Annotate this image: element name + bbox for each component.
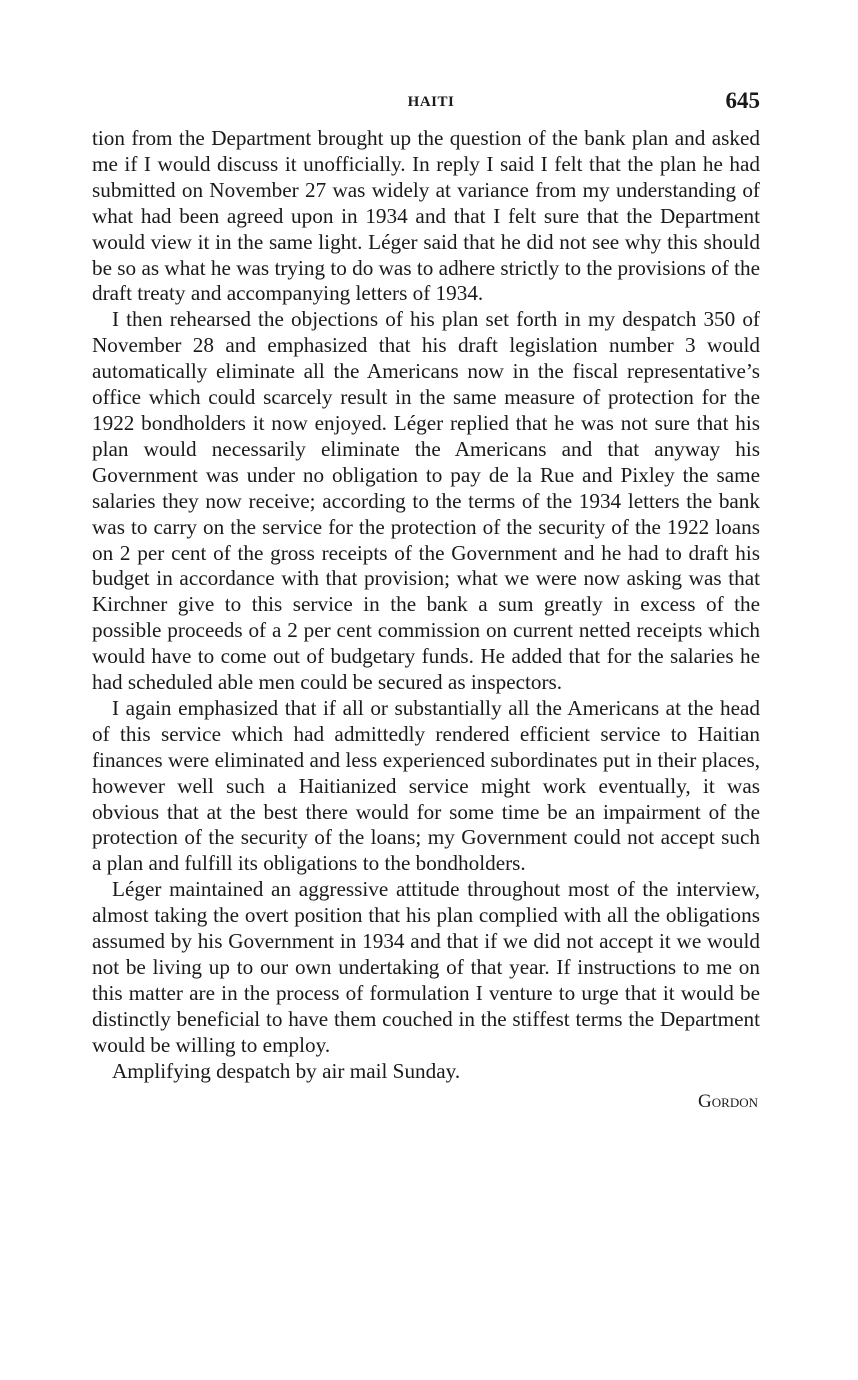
paragraph-3: I again emphasized that if all or substantially all the Americans at the head of this service which had admittedly rendered efficient service to Haitian finances were eliminated and less experienced subordinates put in their places, however well such a Haitianized service might work eventually, it was obvious that at the best there would for some time be an impairment of the protection of the security of the loans; my Government could not accept such a plan and fulfill its obligations to the bondholders. bbox=[92, 695, 760, 876]
paragraph-2: I then rehearsed the objections of his plan set forth in my despatch 350 of November 28 and emphasized that his draft legislation number 3 would automatically eliminate all the Americans now in the fiscal representative’s office which could scarcely result in the same measure of protection for the 1922 bondholders it now enjoyed. Léger replied that he was not sure that his plan would necessarily eliminate the Americans and that anyway his Government was under no obligation to pay de la Rue and Pixley the same salaries they now receive; according to the terms of the 1934 letters the bank was to carry on the service for the protection of the security of the 1922 loans on 2 per cent of the gross receipts of the Government and he had to draft his budget in accordance with that provision; what we were now asking was that Kirchner give to this service in the bank a sum greatly in excess of the possible proceeds of a 2 per cent commission on current netted receipts which would have to come out of budgetary funds. He added that for the salaries he had scheduled able men could be secured as inspectors. bbox=[92, 307, 760, 695]
page-number: 645 bbox=[725, 88, 760, 113]
body-text bbox=[92, 126, 760, 1085]
document-page bbox=[92, 86, 760, 1113]
running-head: HAITI bbox=[407, 94, 455, 110]
paragraph-4: Léger maintained an aggressive attitude throughout most of the interview, almost taking the overt position that his plan complied with all the obligations assumed by his Government in 1934 and that if we did not accept it we would not be living up to our own undertaking of that year. If instructions to me on this matter are in the process of formulation I venture to urge that it would be distinctly beneficial to have them couched in the stiffest terms the Department would be willing to employ. bbox=[92, 877, 760, 1057]
paragraph-5: Amplifying despatch by air mail Sunday. bbox=[112, 1058, 461, 1083]
signature: Gordon bbox=[698, 1090, 758, 1112]
page-header bbox=[92, 86, 760, 126]
paragraph-1: tion from the Department brought up the question of the bank plan and asked me if I would discuss it unofficially. In reply I said I felt that the plan he had submitted on November 27 was widely at variance from my understanding of what had been agreed upon in 1934 and that I felt sure that the Department would view it in the same light. Léger said that he did not see why this should be so as what he was trying to do was to adhere strictly to the provisions of the draft treaty and accompanying letters of 1934. bbox=[92, 126, 760, 306]
